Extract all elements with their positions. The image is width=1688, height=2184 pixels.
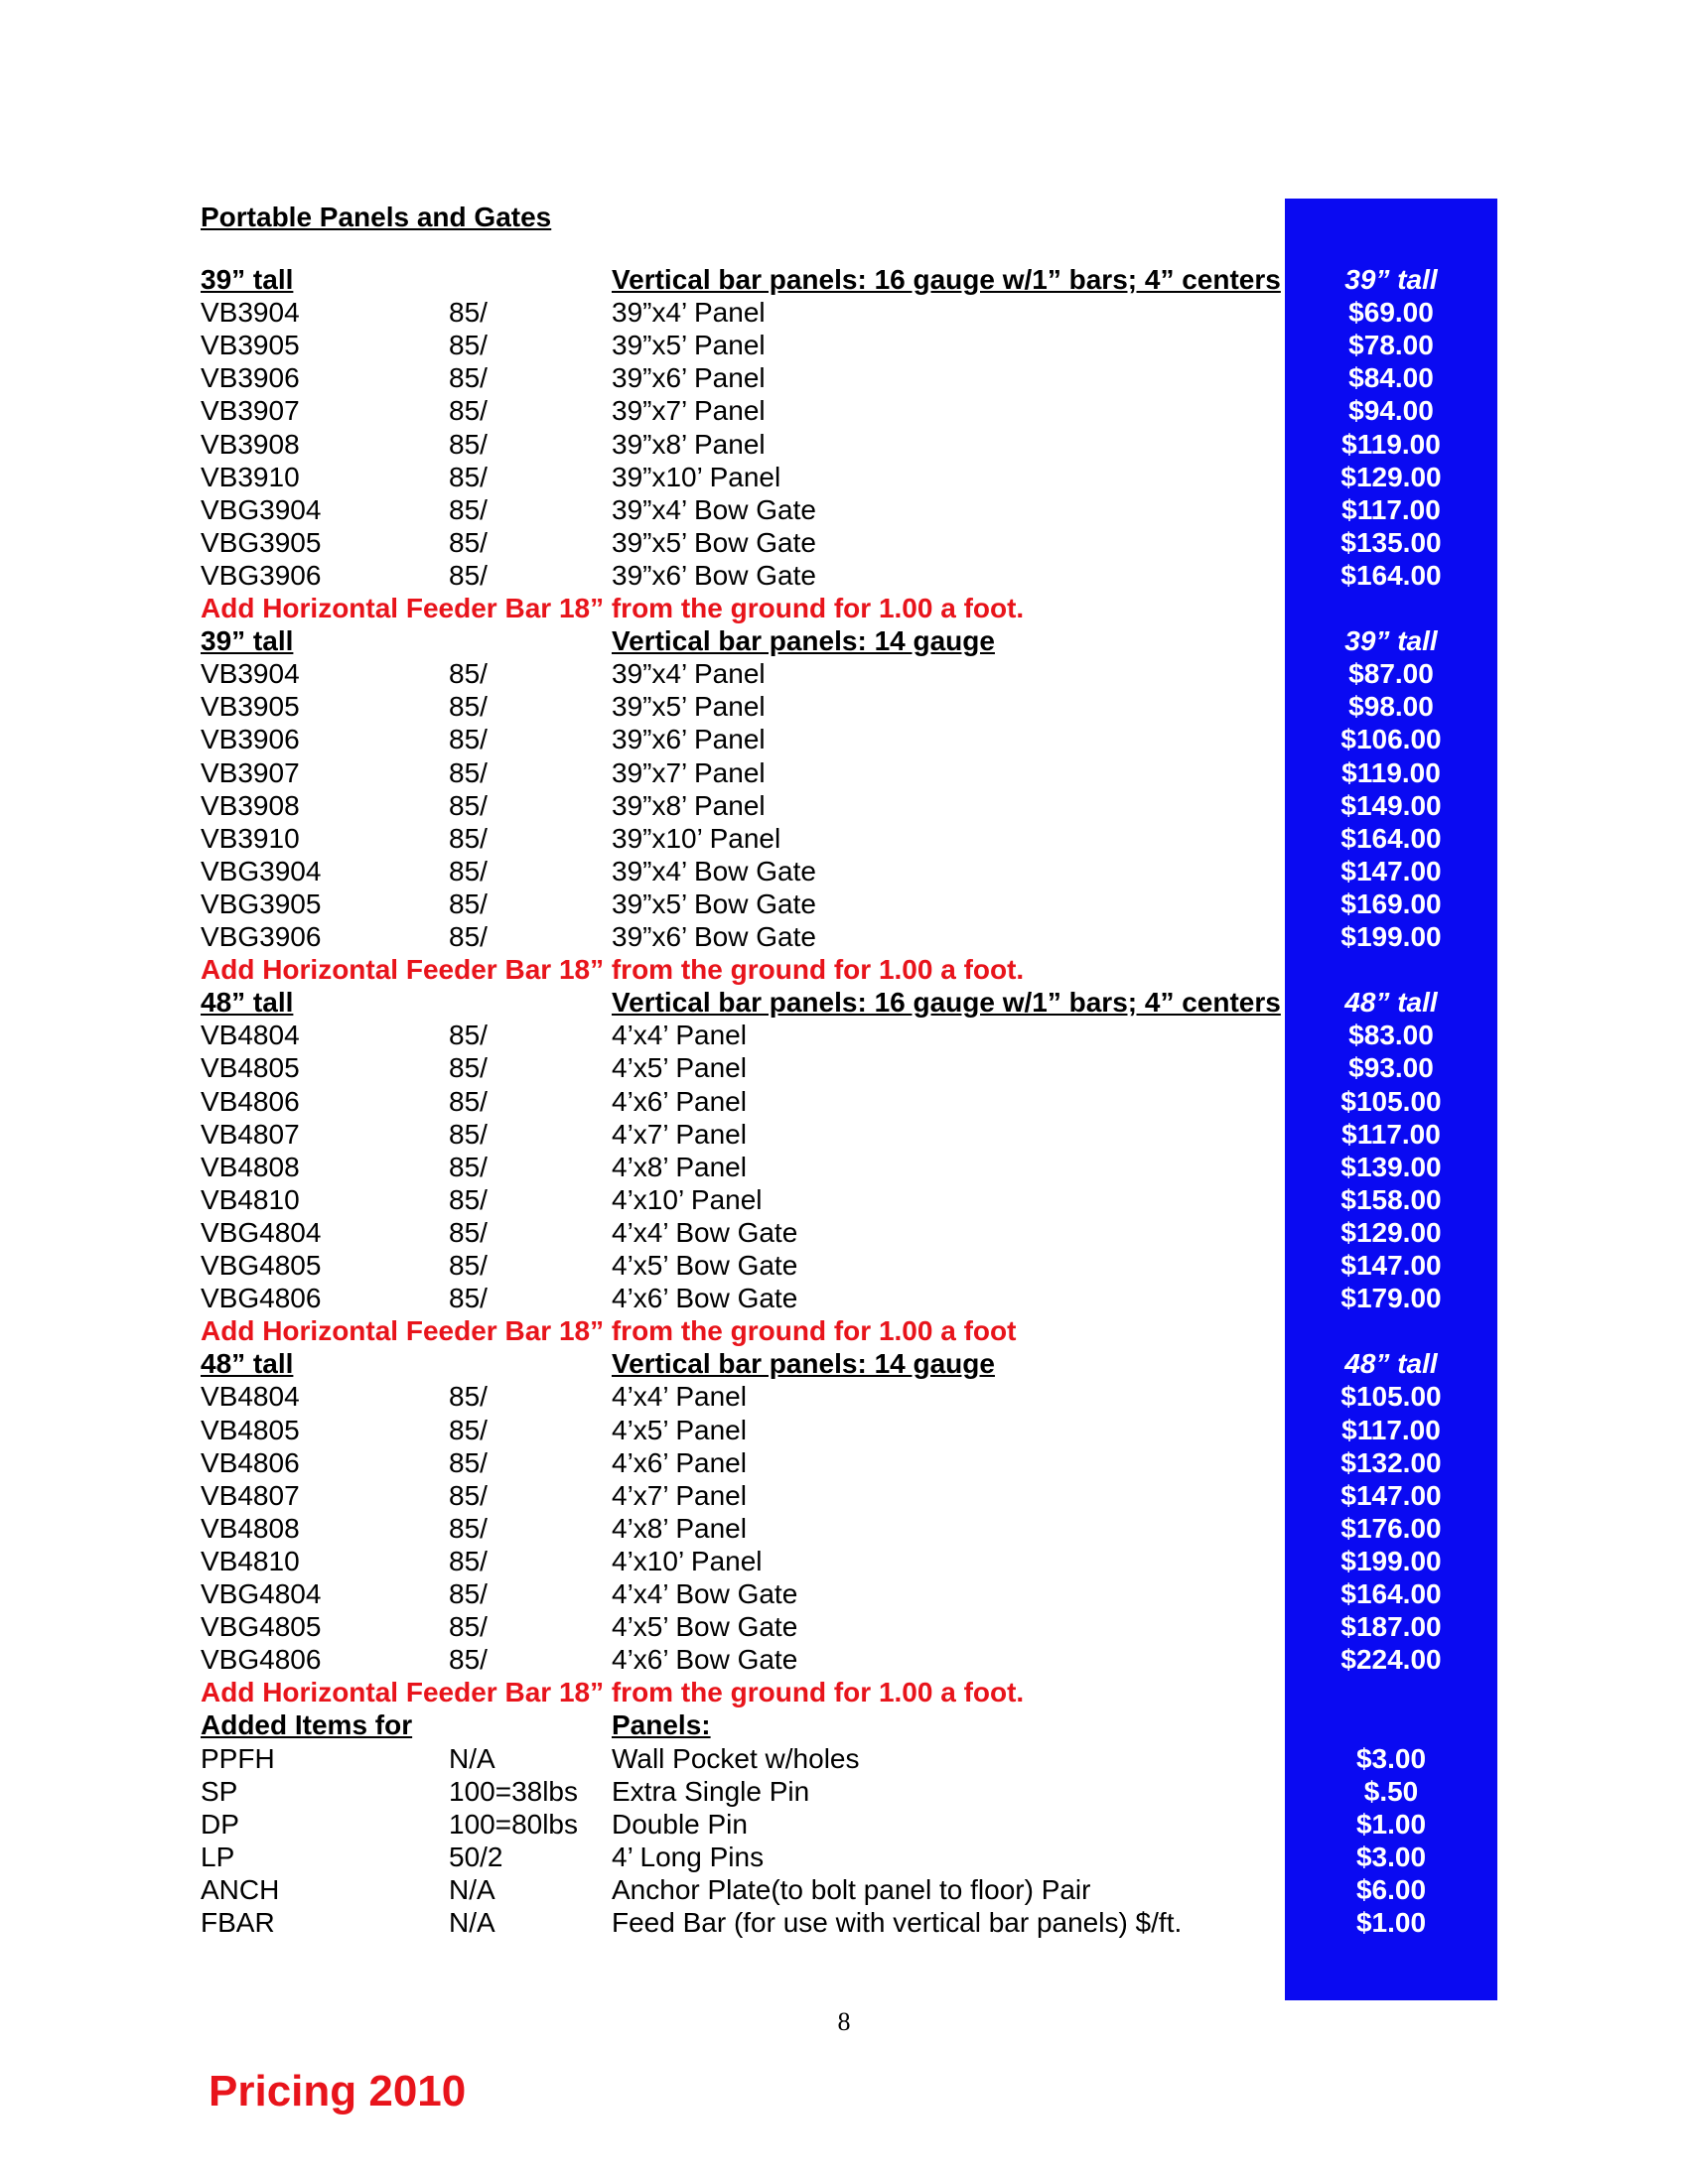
item-description: 39”x4’ Panel bbox=[612, 658, 766, 690]
item-pack: 100=80lbs bbox=[449, 1808, 579, 1840]
item-pack: 85/ bbox=[449, 724, 488, 755]
item-pack: 85/ bbox=[449, 559, 488, 591]
item-description: 39”x4’ Bow Gate bbox=[612, 855, 816, 887]
item-description: 39”x5’ Bow Gate bbox=[612, 526, 816, 558]
item-price: $83.00 bbox=[1348, 1020, 1434, 1051]
table-row bbox=[0, 1907, 1688, 1939]
item-code: DP bbox=[201, 1808, 239, 1840]
item-price: $176.00 bbox=[1340, 1512, 1442, 1544]
item-price: $147.00 bbox=[1340, 1479, 1442, 1511]
item-pack: 85/ bbox=[449, 1381, 488, 1413]
section-heading: Panels: bbox=[612, 1709, 711, 1741]
table-row bbox=[0, 1052, 1688, 1084]
item-price: $106.00 bbox=[1340, 724, 1442, 755]
table-row bbox=[0, 1283, 1688, 1314]
note-text: Add Horizontal Feeder Bar 18” from the ground for 1.00 a foot bbox=[201, 1315, 1017, 1347]
table-row bbox=[0, 362, 1688, 394]
feeder-bar-note bbox=[0, 1315, 1688, 1347]
item-price: $179.00 bbox=[1340, 1283, 1442, 1314]
item-pack: 85/ bbox=[449, 1183, 488, 1215]
item-pack: 85/ bbox=[449, 362, 488, 394]
section-height-label: 39” tall bbox=[201, 264, 294, 295]
table-row bbox=[0, 1447, 1688, 1479]
item-description: Feed Bar (for use with vertical bar panels) $/ft. bbox=[612, 1907, 1183, 1938]
item-price: $164.00 bbox=[1340, 559, 1442, 591]
item-description: 4’x6’ Panel bbox=[612, 1446, 747, 1478]
item-pack: 85/ bbox=[449, 887, 488, 919]
table-row bbox=[0, 330, 1688, 361]
item-code: FBAR bbox=[201, 1907, 275, 1938]
item-pack: 85/ bbox=[449, 1644, 488, 1676]
item-price: $1.00 bbox=[1355, 1907, 1427, 1938]
item-price: $147.00 bbox=[1340, 855, 1442, 887]
item-pack: 85/ bbox=[449, 1414, 488, 1445]
section-heading: Vertical bar panels: 14 gauge bbox=[612, 1348, 995, 1380]
table-row bbox=[0, 921, 1688, 953]
item-pack: 50/2 bbox=[449, 1841, 503, 1872]
item-description: Double Pin bbox=[612, 1808, 748, 1840]
item-code: VBG4805 bbox=[201, 1250, 322, 1281]
item-description: 4’x10’ Panel bbox=[612, 1183, 763, 1215]
table-row bbox=[0, 1381, 1688, 1413]
item-description: 39”x10’ Panel bbox=[612, 822, 781, 854]
item-price: $187.00 bbox=[1340, 1611, 1442, 1643]
section-height-label: 48” tall bbox=[201, 987, 294, 1019]
item-price: $119.00 bbox=[1341, 756, 1441, 788]
item-pack: 85/ bbox=[449, 1052, 488, 1084]
section-heading: Vertical bar panels: 16 gauge w/1” bars; 4” centers bbox=[612, 264, 1281, 295]
item-price: $158.00 bbox=[1340, 1183, 1442, 1215]
item-description: 4’x8’ Panel bbox=[612, 1151, 747, 1182]
item-price: $119.00 bbox=[1341, 428, 1441, 460]
item-price: $147.00 bbox=[1340, 1250, 1442, 1281]
item-price: $117.00 bbox=[1341, 1414, 1441, 1445]
item-price: $117.00 bbox=[1341, 493, 1441, 525]
item-description: 4’x8’ Panel bbox=[612, 1512, 747, 1544]
item-code: ANCH bbox=[201, 1873, 280, 1905]
item-price: $6.00 bbox=[1355, 1873, 1427, 1905]
item-price: $224.00 bbox=[1340, 1644, 1442, 1676]
item-description: 39”x5’ Panel bbox=[612, 691, 766, 723]
item-code: VB3908 bbox=[201, 789, 300, 821]
item-pack: N/A bbox=[449, 1742, 495, 1774]
item-price: $199.00 bbox=[1340, 921, 1442, 952]
item-code: VB3904 bbox=[201, 297, 300, 329]
item-description: 39”x6’ Panel bbox=[612, 724, 766, 755]
item-code: VBG3906 bbox=[201, 559, 322, 591]
item-code: PPFH bbox=[201, 1742, 275, 1774]
item-pack: 85/ bbox=[449, 1578, 488, 1609]
price-heading: 48” tall bbox=[1344, 1348, 1438, 1380]
item-description: 39”x5’ Panel bbox=[612, 330, 766, 361]
table-row bbox=[0, 1086, 1688, 1118]
item-code: VB4808 bbox=[201, 1512, 300, 1544]
table-row bbox=[0, 1842, 1688, 1873]
item-pack: 85/ bbox=[449, 297, 488, 329]
item-pack: 85/ bbox=[449, 1085, 488, 1117]
table-row bbox=[0, 494, 1688, 526]
item-pack: N/A bbox=[449, 1873, 495, 1905]
item-pack: 85/ bbox=[449, 921, 488, 952]
item-description: 4’x10’ Panel bbox=[612, 1545, 763, 1576]
item-pack: N/A bbox=[449, 1907, 495, 1938]
section-header bbox=[0, 264, 1688, 296]
item-price: $98.00 bbox=[1348, 691, 1434, 723]
item-pack: 85/ bbox=[449, 526, 488, 558]
item-description: 39”x6’ Bow Gate bbox=[612, 559, 816, 591]
item-description: Anchor Plate(to bolt panel to floor) Pair bbox=[612, 1873, 1091, 1905]
item-code: VB4807 bbox=[201, 1479, 300, 1511]
table-row bbox=[0, 1644, 1688, 1676]
price-heading: 48” tall bbox=[1344, 987, 1438, 1019]
item-price: $129.00 bbox=[1340, 461, 1442, 492]
item-pack: 85/ bbox=[449, 1151, 488, 1182]
item-pack: 85/ bbox=[449, 1611, 488, 1643]
table-row bbox=[0, 1020, 1688, 1051]
item-price: $117.00 bbox=[1341, 1118, 1441, 1150]
item-description: 4’x6’ Panel bbox=[612, 1085, 747, 1117]
item-code: VB3907 bbox=[201, 395, 300, 427]
table-row bbox=[0, 1513, 1688, 1545]
table-row bbox=[0, 560, 1688, 592]
item-description: 4’x7’ Panel bbox=[612, 1118, 747, 1150]
item-code: VBG3906 bbox=[201, 921, 322, 952]
item-price: $199.00 bbox=[1340, 1545, 1442, 1576]
item-price: $135.00 bbox=[1340, 526, 1442, 558]
item-description: 4’x5’ Bow Gate bbox=[612, 1250, 798, 1281]
table-row bbox=[0, 1119, 1688, 1151]
page-title: Portable Panels and Gates bbox=[201, 202, 552, 232]
table-row bbox=[0, 1480, 1688, 1512]
section-header bbox=[0, 1348, 1688, 1380]
item-price: $105.00 bbox=[1340, 1381, 1442, 1413]
item-code: LP bbox=[201, 1841, 235, 1872]
item-description: 39”x6’ Panel bbox=[612, 362, 766, 394]
item-pack: 85/ bbox=[449, 428, 488, 460]
section-header bbox=[0, 625, 1688, 657]
item-code: VB4804 bbox=[201, 1381, 300, 1413]
item-code: VBG4804 bbox=[201, 1578, 322, 1609]
item-code: VB4808 bbox=[201, 1151, 300, 1182]
item-price: $132.00 bbox=[1340, 1446, 1442, 1478]
item-description: Wall Pocket w/holes bbox=[612, 1742, 860, 1774]
item-price: $1.00 bbox=[1355, 1808, 1427, 1840]
item-description: 39”x7’ Panel bbox=[612, 395, 766, 427]
item-code: VB3905 bbox=[201, 691, 300, 723]
section-heading: Vertical bar panels: 14 gauge bbox=[612, 625, 995, 657]
table-row bbox=[0, 462, 1688, 493]
table-row bbox=[0, 1611, 1688, 1643]
item-code: VBG3904 bbox=[201, 855, 322, 887]
table-row bbox=[0, 1776, 1688, 1808]
item-code: VB3908 bbox=[201, 428, 300, 460]
table-row bbox=[0, 757, 1688, 789]
item-code: SP bbox=[201, 1775, 238, 1807]
item-pack: 85/ bbox=[449, 1020, 488, 1051]
item-code: VB4810 bbox=[201, 1545, 300, 1576]
item-pack: 85/ bbox=[449, 1250, 488, 1281]
price-heading: 39” tall bbox=[1344, 264, 1438, 295]
table-row bbox=[0, 1743, 1688, 1775]
item-price: $84.00 bbox=[1348, 362, 1434, 394]
note-text: Add Horizontal Feeder Bar 18” from the ground for 1.00 a foot. bbox=[201, 954, 1025, 986]
item-description: 39”x8’ Panel bbox=[612, 428, 766, 460]
price-heading: 39” tall bbox=[1344, 625, 1438, 657]
item-code: VB3907 bbox=[201, 756, 300, 788]
item-description: 4’x5’ Panel bbox=[612, 1052, 747, 1084]
table-row bbox=[0, 1546, 1688, 1577]
table-row bbox=[0, 856, 1688, 887]
table-row bbox=[0, 1874, 1688, 1906]
item-code: VB4805 bbox=[201, 1414, 300, 1445]
item-price: $105.00 bbox=[1340, 1085, 1442, 1117]
item-code: VB3906 bbox=[201, 724, 300, 755]
item-pack: 85/ bbox=[449, 1512, 488, 1544]
item-pack: 85/ bbox=[449, 789, 488, 821]
feeder-bar-note bbox=[0, 593, 1688, 624]
note-text: Add Horizontal Feeder Bar 18” from the ground for 1.00 a foot. bbox=[201, 1677, 1025, 1708]
item-code: VB3905 bbox=[201, 330, 300, 361]
item-code: VB4806 bbox=[201, 1446, 300, 1478]
item-pack: 100=38lbs bbox=[449, 1775, 579, 1807]
table-row bbox=[0, 1184, 1688, 1216]
footer-title: Pricing 2010 bbox=[209, 2067, 467, 2116]
table-row bbox=[0, 1809, 1688, 1841]
item-pack: 85/ bbox=[449, 1446, 488, 1478]
item-code: VB4804 bbox=[201, 1020, 300, 1051]
table-row bbox=[0, 691, 1688, 723]
item-description: 39”x6’ Bow Gate bbox=[612, 921, 816, 952]
item-code: VB3906 bbox=[201, 362, 300, 394]
page-number: 8 bbox=[837, 2007, 851, 2036]
table-row bbox=[0, 429, 1688, 461]
item-description: 39”x4’ Panel bbox=[612, 297, 766, 329]
item-code: VBG4805 bbox=[201, 1611, 322, 1643]
item-pack: 85/ bbox=[449, 493, 488, 525]
item-code: VBG3905 bbox=[201, 526, 322, 558]
item-pack: 85/ bbox=[449, 658, 488, 690]
item-price: $169.00 bbox=[1340, 887, 1442, 919]
item-price: $69.00 bbox=[1348, 297, 1434, 329]
item-pack: 85/ bbox=[449, 1479, 488, 1511]
section-height-label: 48” tall bbox=[201, 1348, 294, 1380]
table-row bbox=[0, 1250, 1688, 1282]
item-code: VBG3904 bbox=[201, 493, 322, 525]
item-price: $3.00 bbox=[1355, 1841, 1427, 1872]
item-price: $3.00 bbox=[1355, 1742, 1427, 1774]
section-height-label: Added Items for bbox=[201, 1709, 413, 1741]
item-pack: 85/ bbox=[449, 461, 488, 492]
item-description: 4’x4’ Bow Gate bbox=[612, 1216, 798, 1248]
feeder-bar-note bbox=[0, 954, 1688, 986]
table-row bbox=[0, 823, 1688, 855]
item-description: 39”x5’ Bow Gate bbox=[612, 887, 816, 919]
item-description: 39”x4’ Bow Gate bbox=[612, 493, 816, 525]
item-pack: 85/ bbox=[449, 1283, 488, 1314]
item-price: $149.00 bbox=[1340, 789, 1442, 821]
table-row bbox=[0, 1217, 1688, 1249]
item-pack: 85/ bbox=[449, 395, 488, 427]
item-code: VB4806 bbox=[201, 1085, 300, 1117]
table-row bbox=[0, 395, 1688, 427]
item-pack: 85/ bbox=[449, 1545, 488, 1576]
section-height-label: 39” tall bbox=[201, 625, 294, 657]
item-price: $87.00 bbox=[1348, 658, 1434, 690]
item-code: VB4805 bbox=[201, 1052, 300, 1084]
item-code: VBG4806 bbox=[201, 1644, 322, 1676]
item-description: Extra Single Pin bbox=[612, 1775, 810, 1807]
table-row bbox=[0, 888, 1688, 920]
item-pack: 85/ bbox=[449, 756, 488, 788]
table-row bbox=[0, 527, 1688, 559]
item-price: $.50 bbox=[1363, 1775, 1419, 1807]
item-description: 39”x7’ Panel bbox=[612, 756, 766, 788]
table-row bbox=[0, 790, 1688, 822]
section-header bbox=[0, 1709, 1688, 1741]
item-pack: 85/ bbox=[449, 1216, 488, 1248]
table-row bbox=[0, 1578, 1688, 1610]
item-price: $129.00 bbox=[1340, 1216, 1442, 1248]
item-price: $78.00 bbox=[1348, 330, 1434, 361]
feeder-bar-note bbox=[0, 1677, 1688, 1708]
item-pack: 85/ bbox=[449, 330, 488, 361]
item-description: 4’x4’ Panel bbox=[612, 1381, 747, 1413]
item-code: VB3910 bbox=[201, 461, 300, 492]
table-row bbox=[0, 1415, 1688, 1446]
table-row bbox=[0, 658, 1688, 690]
item-code: VBG3905 bbox=[201, 887, 322, 919]
item-price: $164.00 bbox=[1340, 822, 1442, 854]
item-description: 4’x6’ Bow Gate bbox=[612, 1644, 798, 1676]
item-description: 4’x5’ Panel bbox=[612, 1414, 747, 1445]
item-description: 4’x4’ Bow Gate bbox=[612, 1578, 798, 1609]
table-row bbox=[0, 1152, 1688, 1183]
item-description: 4’x6’ Bow Gate bbox=[612, 1283, 798, 1314]
table-row bbox=[0, 297, 1688, 329]
item-code: VB3904 bbox=[201, 658, 300, 690]
item-code: VBG4804 bbox=[201, 1216, 322, 1248]
item-description: 4’ Long Pins bbox=[612, 1841, 765, 1872]
item-pack: 85/ bbox=[449, 1118, 488, 1150]
item-code: VB4810 bbox=[201, 1183, 300, 1215]
item-description: 4’x5’ Bow Gate bbox=[612, 1611, 798, 1643]
item-price: $93.00 bbox=[1348, 1052, 1434, 1084]
section-header bbox=[0, 987, 1688, 1019]
item-price: $139.00 bbox=[1340, 1151, 1442, 1182]
item-code: VB3910 bbox=[201, 822, 300, 854]
table-row bbox=[0, 724, 1688, 755]
item-pack: 85/ bbox=[449, 822, 488, 854]
section-heading: Vertical bar panels: 16 gauge w/1” bars; 4” centers bbox=[612, 987, 1281, 1019]
item-pack: 85/ bbox=[449, 691, 488, 723]
item-code: VB4807 bbox=[201, 1118, 300, 1150]
item-price: $164.00 bbox=[1340, 1578, 1442, 1609]
item-description: 39”x8’ Panel bbox=[612, 789, 766, 821]
note-text: Add Horizontal Feeder Bar 18” from the ground for 1.00 a foot. bbox=[201, 593, 1025, 623]
item-description: 4’x4’ Panel bbox=[612, 1020, 747, 1051]
item-price: $94.00 bbox=[1348, 395, 1434, 427]
item-code: VBG4806 bbox=[201, 1283, 322, 1314]
item-pack: 85/ bbox=[449, 855, 488, 887]
item-description: 39”x10’ Panel bbox=[612, 461, 781, 492]
item-description: 4’x7’ Panel bbox=[612, 1479, 747, 1511]
